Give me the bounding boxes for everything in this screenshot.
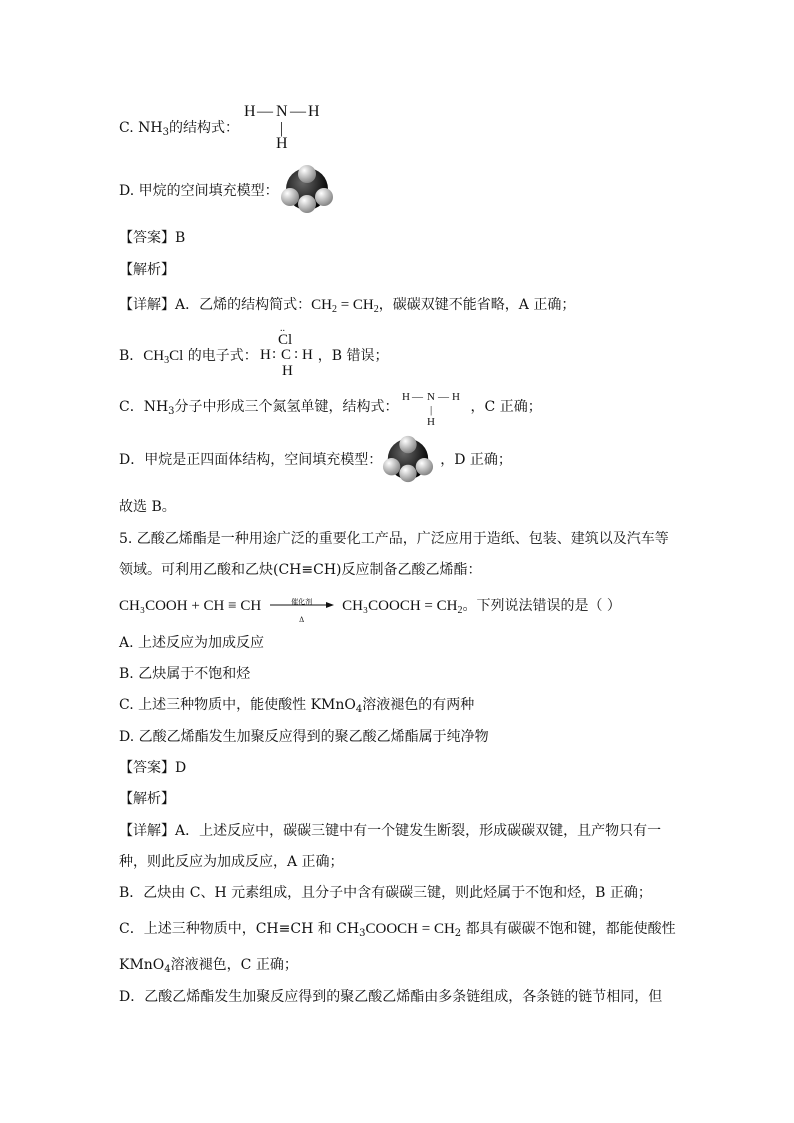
q5-stem-line2: 领域。可利用乙酸和乙炔(CH≡CH)反应制备乙酸乙烯酯： [119, 562, 482, 578]
detail-b-2: B．乙炔由 C、H 元素组成，且分子中含有碳碳三键，则此烃属于不饱和烃，B 正确； [119, 885, 652, 901]
analysis-2: 【解析】 [119, 791, 175, 807]
q5-option-c: C. 上述三种物质中，能使酸性 KMnO$_4$溶液褪色的有两种 [119, 697, 475, 715]
option-d: D. 甲烷的空间填充模型： [119, 183, 279, 199]
reaction-arrow: 催化剂 Δ [270, 596, 334, 616]
conclusion-1: 故选 B。 [119, 499, 176, 515]
answer-1: 【答案】B [119, 230, 186, 246]
nh3-structure-large: H — N — H | H [244, 103, 320, 152]
detail-c-2-line2: KMnO$_4$溶液褪色，C 正确； [119, 957, 298, 975]
detail-c-2-line1: C．上述三种物质中，CH≡CH 和 $CH_3COOCH = CH_2$ 都具有碳碳不饱和键，都能使酸性 [119, 921, 676, 939]
detail-d-2: D．乙酸乙烯酯发生加聚反应得到的聚乙酸乙烯酯由多条链组成，各条链的链节相同，但 [119, 989, 663, 1005]
option-c: C. $NH_3$的结构式： [119, 120, 239, 138]
q5-option-d: D. 乙酸乙烯酯发生加聚反应得到的聚乙酸乙烯酯属于纯净物 [119, 729, 489, 745]
q5-option-a: A. 上述反应为加成反应 [119, 635, 265, 651]
q5-equation: CH₃COOH + CH ≡ CH 催化剂 Δ CH₃COOCH = $CH_2$。下列说法错误的是（ ） [119, 598, 621, 624]
detail-d-1: D．甲烷是正四面体结构，空间填充模型： ，D 正确； [119, 452, 512, 468]
detail-a-2-line1: 【详解】A．上述反应中，碳碳三键中有一个键发生断裂，形成碳碳双键，且产物只有一 [119, 823, 662, 839]
methane-space-filling-model-small [382, 434, 434, 484]
answer-2: 【答案】D [119, 760, 187, 776]
detail-a-2-line2: 种，则此反应为加成反应，A 正确； [119, 854, 344, 870]
detail-c-1: C．$NH_3$分子中形成三个氮氢单键，结构式： ，C 正确； [119, 399, 542, 417]
nh3-structure-small: H — N — H | H [402, 391, 460, 428]
analysis-1: 【解析】 [119, 262, 175, 278]
ch3cl-electron-formula: .. Cl H : C : H H [260, 323, 313, 379]
q5-option-b: B. 乙炔属于不饱和烃 [119, 666, 251, 682]
q5-stem-line1: 5. 乙酸乙烯酯是一种用途广泛的重要化工产品，广泛应用于造纸、包装、建筑以及汽车等 [119, 531, 669, 547]
methane-space-filling-model [280, 164, 334, 214]
detail-b-1: B．$CH_3Cl$ 的电子式： ，B 错误； [119, 348, 389, 366]
detail-a-1: 【详解】A．乙烯的结构简式：$CH_2 = CH_2$，碳碳双键不能省略，A 正确； [119, 297, 576, 315]
